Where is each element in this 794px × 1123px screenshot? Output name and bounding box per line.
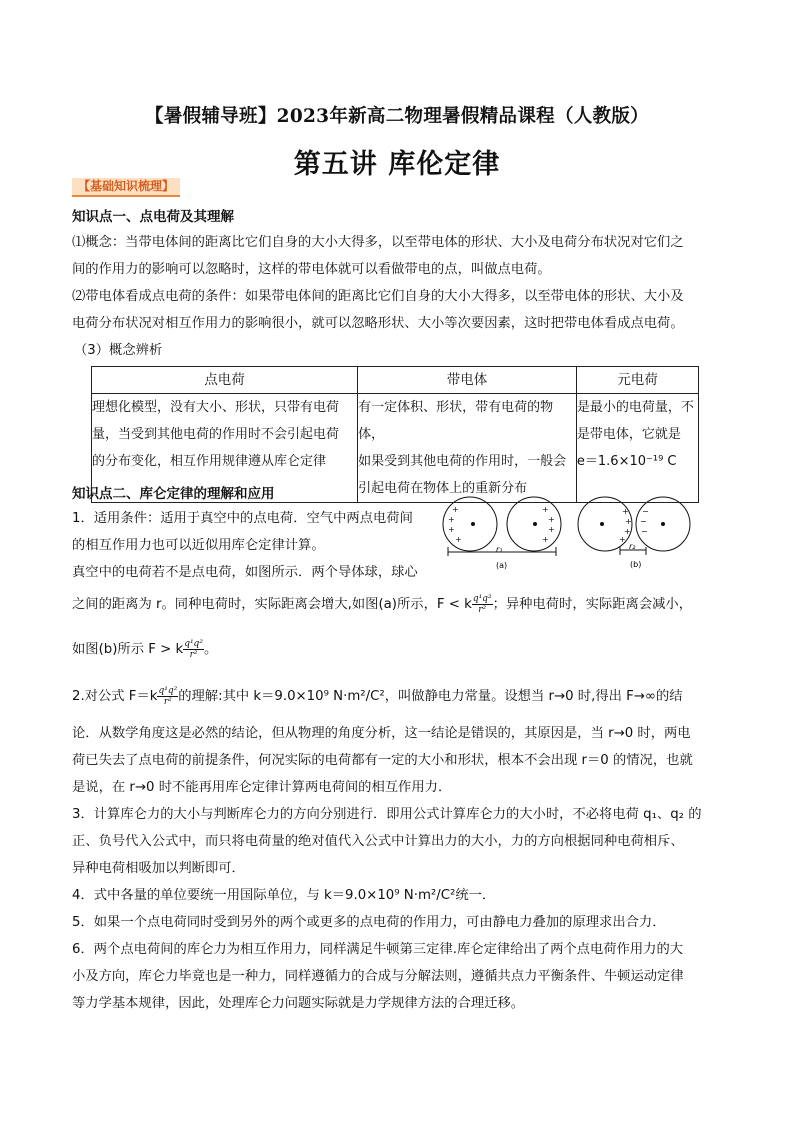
- item1-line: 的相互作用力也可以近似用库仑定律计算。: [72, 538, 325, 553]
- table-header: 元电荷: [576, 367, 698, 394]
- item1-line: 1．适用条件：适用于真空中的点电荷．空气中两点电荷间: [72, 511, 413, 526]
- coulomb-fraction: $\frac{\text{q¹q²}}{\text{r²}}$: [158, 685, 178, 707]
- svg-text:+: +: [625, 517, 632, 526]
- lesson-title: 第五讲 库伦定律: [293, 149, 501, 180]
- figure-b-label: (b): [630, 560, 642, 569]
- item3-line: 3．计算库仑力的大小与判断库仑力的方向分别进行．即用公式计算库仑力的大小时，不必将电荷 q₁、q₂ 的: [72, 807, 702, 822]
- center-dot: [534, 523, 537, 526]
- table-header: 带电体: [358, 367, 577, 394]
- svg-text:+: +: [548, 525, 555, 534]
- svg-text:+: +: [448, 525, 455, 534]
- r2-label: r₂: [629, 542, 636, 551]
- svg-text:+: +: [624, 527, 631, 536]
- cell-line: 的分布变化，相互作用规律遵从库仑定律: [92, 454, 327, 469]
- item1-line: 真空中的电荷若不是点电荷，如图所示．两个导体球，球心: [72, 565, 418, 580]
- item1-paragraph: [72, 505, 452, 586]
- cell-line: 有一定体积、形状，带有电荷的物体，: [358, 400, 554, 442]
- section2-heading: 知识点二、库仑定律的理解和应用: [72, 486, 275, 502]
- item4-line: 4．式中各量的单位要统一用国际单位，与 k＝9.0×10⁹ N·m²/C²统一．: [72, 888, 496, 903]
- coulomb-fraction: $\frac{\text{q¹q²}}{\text{r²}}$: [184, 638, 203, 660]
- document-title: 【暑假辅导班】2023年新高二物理暑假精品课程（人教版）: [145, 106, 649, 127]
- svg-text:+: +: [542, 535, 549, 544]
- item2-paragraph-rest: [72, 720, 722, 1017]
- table-header: 点电荷: [92, 367, 358, 394]
- svg-text:+: +: [542, 505, 549, 514]
- svg-text:+: +: [452, 505, 459, 514]
- svg-text:−: −: [641, 527, 648, 536]
- svg-text:+: +: [619, 535, 626, 544]
- item5-line: 5．如果一个点电荷同时受到另外的两个或更多的点电荷的作用力，可由静电力叠加的原理求出合力．: [72, 915, 666, 930]
- item6-line: 等力学基本规律，因此，处理库仑力问题实际就是力学规律方法的合理迁移。: [72, 996, 525, 1011]
- condition-line: 电荷分布状况对相互作用力的影响很小，就可以忽略形状、大小等次要因素，这时把带电体看成点电荷。: [72, 316, 684, 331]
- cell-line: 引起电荷在物体上的重新分布: [358, 481, 528, 496]
- item3-line: 正、负号代入公式中，而只将电荷量的绝对值代入公式中计算出力的大小，力的方向根据同种电荷相斥、: [72, 834, 684, 849]
- svg-text:+: +: [622, 507, 629, 516]
- item2-line: 论．从数学角度这是必然的结论，但从物理的角度分析，这一结论是错误的，其原因是，当 r→0 时，两电: [72, 726, 691, 741]
- conductor-spheres-figure: [442, 492, 694, 572]
- r1-label: r₁: [496, 545, 503, 554]
- item6-line: 6．两个点电荷间的库仑力为相互作用力，同样满足牛顿第三定律.库仑定律给出了两个点电荷作用力的大: [72, 942, 684, 957]
- cell-line: 是带电体，它就是: [576, 427, 681, 442]
- center-dot: [601, 523, 604, 526]
- item2-line: 是说，在 r→0 时不能再用库仑定律计算两电荷间的相互作用力．: [72, 780, 452, 795]
- table-cell: [358, 394, 577, 503]
- cell-line: 是最小的电荷量，不: [576, 400, 694, 415]
- item1-formula-line: 如图(b)所示 F > k $\frac{\text{q¹q²}}{\text{r²}}$ 。: [72, 638, 218, 660]
- section-badge: 【基础知识梳理】: [72, 178, 180, 197]
- center-dot: [472, 523, 475, 526]
- section1-heading: 知识点一、点电荷及其理解: [72, 209, 234, 225]
- item1-formula-line: 之间的距离为 r。同种电荷时，实际距离会增大,如图(a)所示，F < k $\frac{\text{q¹q²}}{\text{r²}}$ ；异种电荷时，实际距离会减小，: [72, 593, 693, 615]
- svg-text:−: −: [642, 507, 649, 516]
- charges-a: [448, 505, 555, 544]
- center-dot: [662, 523, 665, 526]
- condition-line: ⑵带电体看成点电荷的条件：如果带电体间的距离比它们自身的大小大得多，以至带电体的形状、大小及: [72, 289, 684, 304]
- charges-b: [619, 507, 649, 544]
- svg-text:+: +: [548, 515, 555, 524]
- svg-text:+: +: [455, 535, 462, 544]
- figure-a-label: (a): [496, 561, 508, 570]
- cell-line: 如果受到其他电荷的作用时，一般会: [358, 454, 567, 469]
- concept-paragraph: [72, 229, 722, 337]
- table-cell: [576, 394, 698, 503]
- item1-continued-2: [72, 636, 722, 663]
- cell-line: 理想化模型，没有大小、形状，只带有电荷: [92, 400, 340, 415]
- concept-line: 间的作用力的影响可以忽略时，这样的带电体就可以看做带电的点，叫做点电荷。: [72, 262, 551, 277]
- cell-line: 量，当受到其他电荷的作用时不会引起电荷: [92, 427, 340, 442]
- concept-line: ⑴概念：当带电体间的距离比它们自身的大小大得多，以至带电体的形状、大小及电荷分布状况对它们之: [72, 235, 684, 250]
- item2-line: 荷已失去了点电荷的前提条件，何况实际的电荷都有一定的大小和形状，根本不会出现 r＝0 的情况，也就: [72, 753, 693, 768]
- item6-line: 小及方向，库仑力毕竟也是一种力，同样遵循力的合成与分解法则，遵循共点力平衡条件、牛顿运动定律: [72, 969, 684, 984]
- cell-line: e＝1.6×10⁻¹⁹ C: [576, 454, 677, 469]
- svg-text:+: +: [448, 515, 455, 524]
- item2-paragraph: [72, 683, 722, 710]
- compare-heading: （3）概念辨析: [74, 343, 163, 358]
- coulomb-fraction: $\frac{\text{q¹q²}}{\text{r²}}$: [472, 593, 492, 615]
- item1-continued: [72, 591, 722, 618]
- svg-text:−: −: [640, 517, 647, 526]
- item2-line: 2.对公式 F＝k $\frac{\text{q¹q²}}{\text{r²}}$ 的理解:其中 k＝9.0×10⁹ N·m²/C²，叫做静电力常量。设想当 r→0 时,得出 F→∞的结: [72, 685, 683, 707]
- item3-line: 异种电荷相吸加以判断即可．: [72, 861, 245, 876]
